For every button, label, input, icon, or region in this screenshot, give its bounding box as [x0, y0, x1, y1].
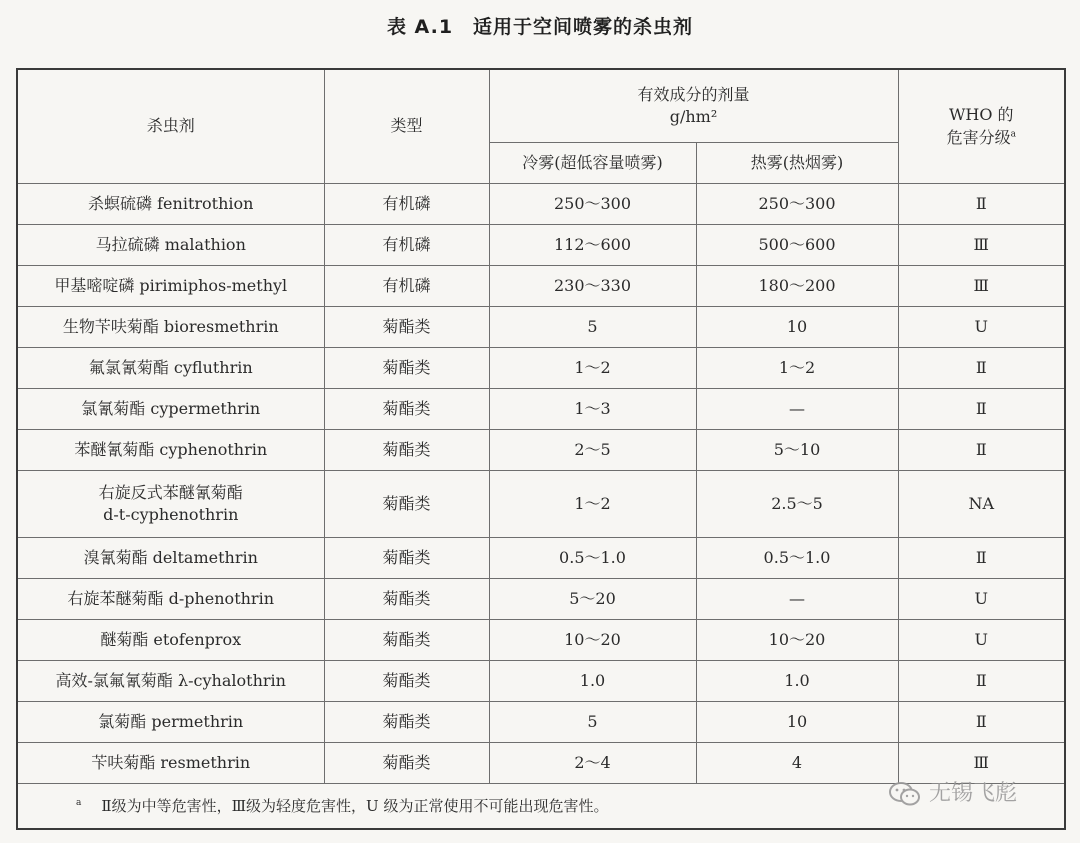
cell-cold: 10～20	[489, 620, 696, 661]
cell-hot: —	[696, 579, 898, 620]
cell-who: NA	[898, 471, 1065, 538]
table-row	[17, 266, 1065, 307]
watermark	[888, 776, 1017, 807]
header-hot-fog: 热雾(热烟雾)	[696, 143, 898, 184]
cell-cold: 230～330	[489, 266, 696, 307]
cell-type: 菊酯类	[324, 661, 489, 702]
cell-hot: —	[696, 389, 898, 430]
cell-who: Ⅲ	[898, 743, 1065, 784]
cell-who: Ⅱ	[898, 702, 1065, 743]
table-row	[17, 579, 1065, 620]
cell-cold: 5～20	[489, 579, 696, 620]
cell-cold: 2～5	[489, 430, 696, 471]
cell-hot: 10	[696, 702, 898, 743]
header-who-line2: 危害分级	[946, 127, 1011, 147]
cell-who: Ⅱ	[898, 430, 1065, 471]
cell-hot: 1.0	[696, 661, 898, 702]
cell-type: 菊酯类	[324, 743, 489, 784]
table-row	[17, 348, 1065, 389]
cell-hot: 0.5～1.0	[696, 538, 898, 579]
watermark-text: 无锡飞彪	[929, 781, 1018, 806]
cell-who: Ⅱ	[898, 184, 1065, 225]
cell-name: 氯氰菊酯 cypermethrin	[17, 389, 324, 430]
cell-name: 马拉硫磷 malathion	[17, 225, 324, 266]
insecticide-table	[16, 68, 1066, 830]
cell-type: 有机磷	[324, 266, 489, 307]
cell-hot: 2.5～5	[696, 471, 898, 538]
cell-type: 菊酯类	[324, 307, 489, 348]
cell-type: 菊酯类	[324, 702, 489, 743]
cell-hot: 10	[696, 307, 898, 348]
wechat-icon	[888, 781, 922, 807]
cell-name: 苄呋菊酯 resmethrin	[17, 743, 324, 784]
cell-cold: 250～300	[489, 184, 696, 225]
header-who-footnote-marker: a	[1010, 129, 1016, 140]
cell-name	[17, 471, 324, 538]
cell-type: 菊酯类	[324, 389, 489, 430]
table-row	[17, 620, 1065, 661]
cell-type: 菊酯类	[324, 579, 489, 620]
cell-hot: 500～600	[696, 225, 898, 266]
cell-cold: 5	[489, 702, 696, 743]
cell-cold: 0.5～1.0	[489, 538, 696, 579]
cell-name: 醚菊酯 etofenprox	[17, 620, 324, 661]
table-row	[17, 184, 1065, 225]
cell-name: 苯醚氰菊酯 cyphenothrin	[17, 430, 324, 471]
table-row	[17, 430, 1065, 471]
cell-hot: 1～2	[696, 348, 898, 389]
cell-type: 菊酯类	[324, 348, 489, 389]
cell-name-line2: d-t-cyphenothrin	[103, 505, 239, 524]
cell-who: Ⅱ	[898, 538, 1065, 579]
cell-name: 氯菊酯 permethrin	[17, 702, 324, 743]
table-row	[17, 471, 1065, 538]
cell-hot: 10～20	[696, 620, 898, 661]
cell-name: 右旋苯醚菊酯 d-phenothrin	[17, 579, 324, 620]
cell-who: Ⅲ	[898, 266, 1065, 307]
header-dosage-unit: g/hm²	[669, 107, 718, 126]
cell-who: U	[898, 307, 1065, 348]
cell-cold: 1.0	[489, 661, 696, 702]
cell-type: 菊酯类	[324, 430, 489, 471]
table-row	[17, 538, 1065, 579]
cell-cold: 5	[489, 307, 696, 348]
cell-hot: 4	[696, 743, 898, 784]
cell-cold: 2～4	[489, 743, 696, 784]
header-type: 类型	[324, 69, 489, 184]
cell-type: 菊酯类	[324, 538, 489, 579]
cell-name: 溴氰菊酯 deltamethrin	[17, 538, 324, 579]
header-who	[898, 69, 1065, 184]
header-dosage	[489, 69, 898, 143]
cell-who: Ⅱ	[898, 348, 1065, 389]
cell-cold: 1～2	[489, 471, 696, 538]
cell-name: 生物苄呋菊酯 bioresmethrin	[17, 307, 324, 348]
header-insecticide: 杀虫剂	[17, 69, 324, 184]
cell-who: U	[898, 620, 1065, 661]
cell-name: 高效-氯氟氰菊酯 λ-cyhalothrin	[17, 661, 324, 702]
cell-type: 菊酯类	[324, 471, 489, 538]
cell-who: Ⅲ	[898, 225, 1065, 266]
table-row	[17, 225, 1065, 266]
cell-name-line1: 右旋反式苯醚氰菊酯	[98, 482, 243, 502]
footnote-marker: a	[76, 797, 82, 808]
table-row	[17, 661, 1065, 702]
header-dosage-label: 有效成分的剂量	[637, 84, 750, 104]
cell-type: 菊酯类	[324, 620, 489, 661]
cell-type: 有机磷	[324, 225, 489, 266]
cell-cold: 112～600	[489, 225, 696, 266]
cell-name: 甲基嘧啶磷 pirimiphos-methyl	[17, 266, 324, 307]
table-title: 表 A.1 适用于空间喷雾的杀虫剂	[386, 16, 694, 38]
cell-type: 有机磷	[324, 184, 489, 225]
cell-cold: 1～3	[489, 389, 696, 430]
cell-hot: 180～200	[696, 266, 898, 307]
cell-hot: 250～300	[696, 184, 898, 225]
cell-who: U	[898, 579, 1065, 620]
cell-name: 杀螟硫磷 fenitrothion	[17, 184, 324, 225]
header-cold-fog: 冷雾(超低容量喷雾)	[489, 143, 696, 184]
cell-hot: 5～10	[696, 430, 898, 471]
table-row	[17, 389, 1065, 430]
cell-who: Ⅱ	[898, 389, 1065, 430]
cell-cold: 1～2	[489, 348, 696, 389]
footnote-text: Ⅱ级为中等危害性，Ⅲ级为轻度危害性，U 级为正常使用不可能出现危害性。	[101, 796, 609, 815]
table-row	[17, 307, 1065, 348]
header-who-line1: WHO 的	[948, 105, 1014, 125]
cell-who: Ⅱ	[898, 661, 1065, 702]
cell-name: 氟氯氰菊酯 cyfluthrin	[17, 348, 324, 389]
table-row	[17, 702, 1065, 743]
